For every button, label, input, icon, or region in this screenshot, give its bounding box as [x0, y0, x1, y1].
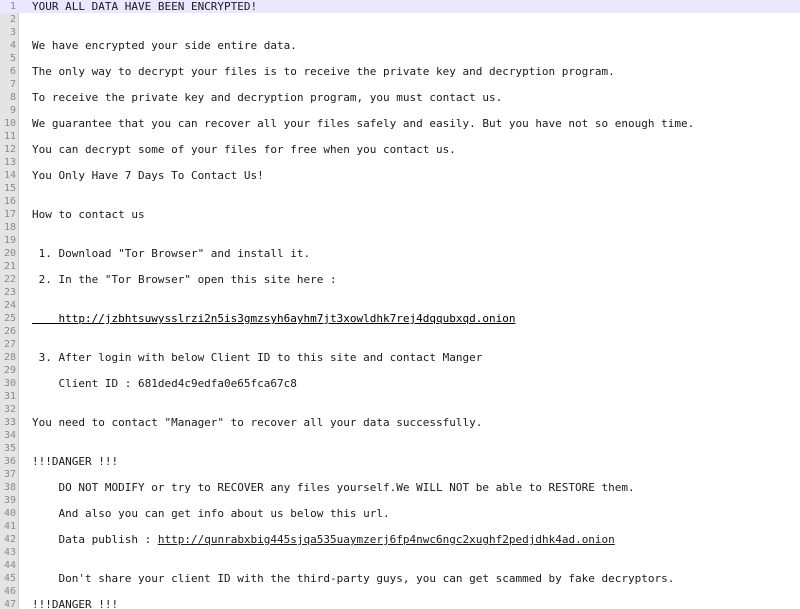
line-number: 18: [3, 222, 16, 233]
line-text: YOUR ALL DATA HAVE BEEN ENCRYPTED!: [32, 0, 258, 13]
line-number: 19: [3, 235, 16, 246]
line-number: 11: [3, 131, 16, 142]
line-number: 6: [9, 66, 16, 77]
line-number: 4: [9, 40, 16, 51]
line-number: 12: [3, 144, 16, 155]
line-number: 35: [3, 443, 16, 454]
line-number: 37: [3, 469, 16, 480]
line-text: The only way to decrypt your files is to receive the private key and decryption program.: [32, 65, 615, 78]
editor-line-17[interactable]: [0, 208, 800, 221]
editor-line-23[interactable]: [0, 286, 800, 299]
editor-line-2[interactable]: [0, 13, 800, 26]
editor-line-37[interactable]: [0, 468, 800, 481]
line-number: 13: [3, 157, 16, 168]
editor-line-45[interactable]: [0, 572, 800, 585]
editor-line-7[interactable]: [0, 78, 800, 91]
line-number: 28: [3, 352, 16, 363]
editor-line-39[interactable]: [0, 494, 800, 507]
line-number: 17: [3, 209, 16, 220]
line-text: How to contact us: [32, 208, 145, 221]
line-number: 20: [3, 248, 16, 259]
onion-url-link[interactable]: http://jzbhtsuwysslrzi2n5is3gmzsyh6ayhm7jt3xowldhk7rej4dqqubxqd.onion: [32, 312, 516, 325]
editor-line-29[interactable]: [0, 364, 800, 377]
line-number: 25: [3, 313, 16, 324]
line-number: 40: [3, 508, 16, 519]
editor-line-1[interactable]: [0, 0, 800, 13]
editor-line-31[interactable]: [0, 390, 800, 403]
line-number: 26: [3, 326, 16, 337]
line-number: 8: [9, 92, 16, 103]
line-number: 22: [3, 274, 16, 285]
editor-line-44[interactable]: [0, 559, 800, 572]
line-number: 30: [3, 378, 16, 389]
line-number: 45: [3, 573, 16, 584]
line-text: 2. In the "Tor Browser" open this site here :: [32, 273, 337, 286]
editor-line-30[interactable]: [0, 377, 800, 390]
editor-line-21[interactable]: [0, 260, 800, 273]
line-number: 29: [3, 365, 16, 376]
line-number: 39: [3, 495, 16, 506]
editor-line-25[interactable]: [0, 312, 800, 325]
editor-line-28[interactable]: [0, 351, 800, 364]
line-number: 14: [3, 170, 16, 181]
line-text: !!!DANGER !!!: [32, 598, 119, 609]
editor-line-9[interactable]: [0, 104, 800, 117]
line-number: 5: [9, 53, 16, 64]
line-number: 36: [3, 456, 16, 467]
line-text: You Only Have 7 Days To Contact Us!: [32, 169, 264, 182]
line-number: 21: [3, 261, 16, 272]
line-number: 23: [3, 287, 16, 298]
line-text: We have encrypted your side entire data.: [32, 39, 297, 52]
editor-line-15[interactable]: [0, 182, 800, 195]
line-number: 44: [3, 560, 16, 571]
editor-line-32[interactable]: [0, 403, 800, 416]
editor-line-13[interactable]: [0, 156, 800, 169]
editor-line-41[interactable]: [0, 520, 800, 533]
line-text: DO NOT MODIFY or try to RECOVER any files yourself.We WILL NOT be able to RESTORE them.: [32, 481, 635, 494]
line-text: You can decrypt some of your files for free when you contact us.: [32, 143, 456, 156]
line-number: 1: [9, 1, 16, 12]
editor-line-8[interactable]: [0, 91, 800, 104]
editor-line-11[interactable]: [0, 130, 800, 143]
editor-line-24[interactable]: [0, 299, 800, 312]
editor-line-47[interactable]: [0, 598, 800, 609]
editor-line-38[interactable]: [0, 481, 800, 494]
line-text: You need to contact "Manager" to recover all your data successfully.: [32, 416, 483, 429]
editor-line-40[interactable]: [0, 507, 800, 520]
editor-line-27[interactable]: [0, 338, 800, 351]
editor-line-18[interactable]: [0, 221, 800, 234]
editor-line-12[interactable]: [0, 143, 800, 156]
line-number: 24: [3, 300, 16, 311]
client-id-text: Client ID : 681ded4c9edfa0e65fca67c8: [32, 377, 297, 390]
line-text: 1. Download "Tor Browser" and install it.: [32, 247, 311, 260]
line-text: Don't share your client ID with the third-party guys, you can get scammed by fake decryptors.: [32, 572, 675, 585]
editor-line-10[interactable]: [0, 117, 800, 130]
line-number: 2: [9, 14, 16, 25]
line-text: 3. After login with below Client ID to this site and contact Manger: [32, 351, 483, 364]
line-number: 16: [3, 196, 16, 207]
line-number: 33: [3, 417, 16, 428]
line-number: 15: [3, 183, 16, 194]
editor-line-22[interactable]: [0, 273, 800, 286]
editor-line-14[interactable]: [0, 169, 800, 182]
line-number: 7: [9, 79, 16, 90]
editor-line-34[interactable]: [0, 429, 800, 442]
line-number: 31: [3, 391, 16, 402]
data-publish-label: Data publish :: [32, 533, 158, 546]
line-number: 38: [3, 482, 16, 493]
line-number: 9: [9, 105, 16, 116]
line-number: 43: [3, 547, 16, 558]
editor-line-26[interactable]: [0, 325, 800, 338]
editor-line-6[interactable]: [0, 65, 800, 78]
line-text: !!!DANGER !!!: [32, 455, 119, 468]
line-number: 41: [3, 521, 16, 532]
line-text: To receive the private key and decryption program, you must contact us.: [32, 91, 503, 104]
editor-line-19[interactable]: [0, 234, 800, 247]
line-text: We guarantee that you can recover all your files safely and easily. But you have not so enough time.: [32, 117, 695, 130]
line-text: And also you can get info about us below this url.: [32, 507, 390, 520]
line-text: [32, 533, 615, 546]
editor-line-46[interactable]: [0, 585, 800, 598]
line-number: 32: [3, 404, 16, 415]
editor-line-43[interactable]: [0, 546, 800, 559]
line-number: 34: [3, 430, 16, 441]
line-number: 10: [3, 118, 16, 129]
editor-line-5[interactable]: [0, 52, 800, 65]
editor-line-3[interactable]: [0, 26, 800, 39]
line-number: 27: [3, 339, 16, 350]
line-number: 47: [3, 599, 16, 609]
line-number: 3: [9, 27, 16, 38]
editor-line-20[interactable]: [0, 247, 800, 260]
editor-line-35[interactable]: [0, 442, 800, 455]
editor-line-16[interactable]: [0, 195, 800, 208]
editor-line-36[interactable]: [0, 455, 800, 468]
line-number: 46: [3, 586, 16, 597]
data-publish-url-link[interactable]: http://qunrabxbig445sjqa535uaymzerj6fp4nwc6ngc2xughf2pedjdhk4ad.onion: [157, 533, 615, 546]
line-number: 42: [3, 534, 16, 545]
editor-line-4[interactable]: [0, 39, 800, 52]
editor-line-42[interactable]: [0, 533, 800, 546]
editor-line-33[interactable]: [0, 416, 800, 429]
